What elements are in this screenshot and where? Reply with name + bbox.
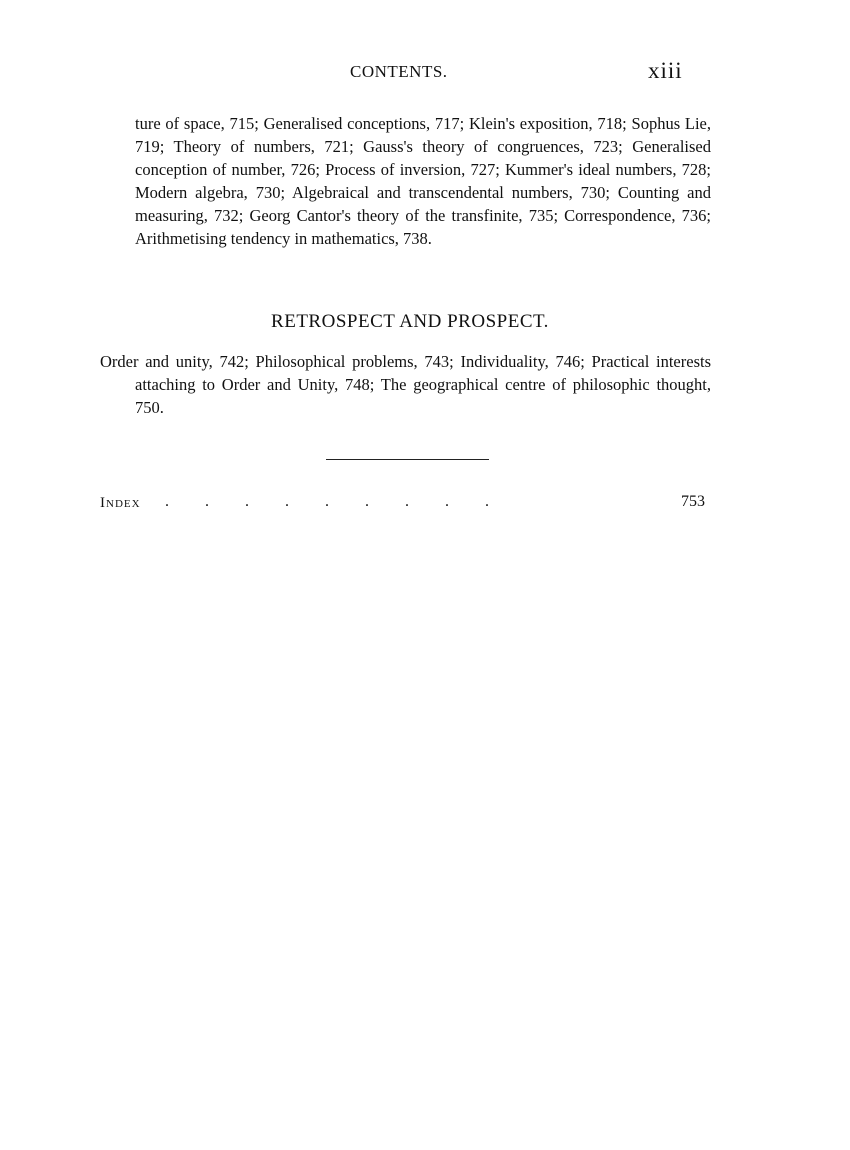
section-heading: RETROSPECT AND PROSPECT.	[271, 311, 549, 332]
contents-continued-paragraph: ture of space, 715; Generalised conceptions, 717; Klein's exposition, 718; Sophus Lie, 719; Theory of numbers, 721; Gauss's theory of congruences, 723; Generalised conception of number, 726; Process of inversion, 727; Kummer's ideal numbers, 728; Modern algebra, 730; Algebraical and transcendental numbers, 730; Counting and measuring, 732; Georg Cantor's theory of the transfinite, 735; Correspondence, 736; Arithmetising tendency in mathematics, 738.	[135, 114, 711, 248]
index-page-number: 753	[681, 493, 705, 510]
header-page-number: xiii	[648, 58, 683, 83]
horizontal-rule	[326, 459, 489, 460]
section-contents-paragraph: Order and unity, 742; Philosophical problems, 743; Individuality, 746; Practical interests attaching to Order and Unity, 748; The geographical centre of philosophic thought, 750.	[100, 352, 711, 417]
header-title: CONTENTS.	[350, 62, 448, 81]
index-dot-leader: . . . . . . . . .	[165, 493, 489, 510]
index-label: Index	[100, 495, 141, 511]
